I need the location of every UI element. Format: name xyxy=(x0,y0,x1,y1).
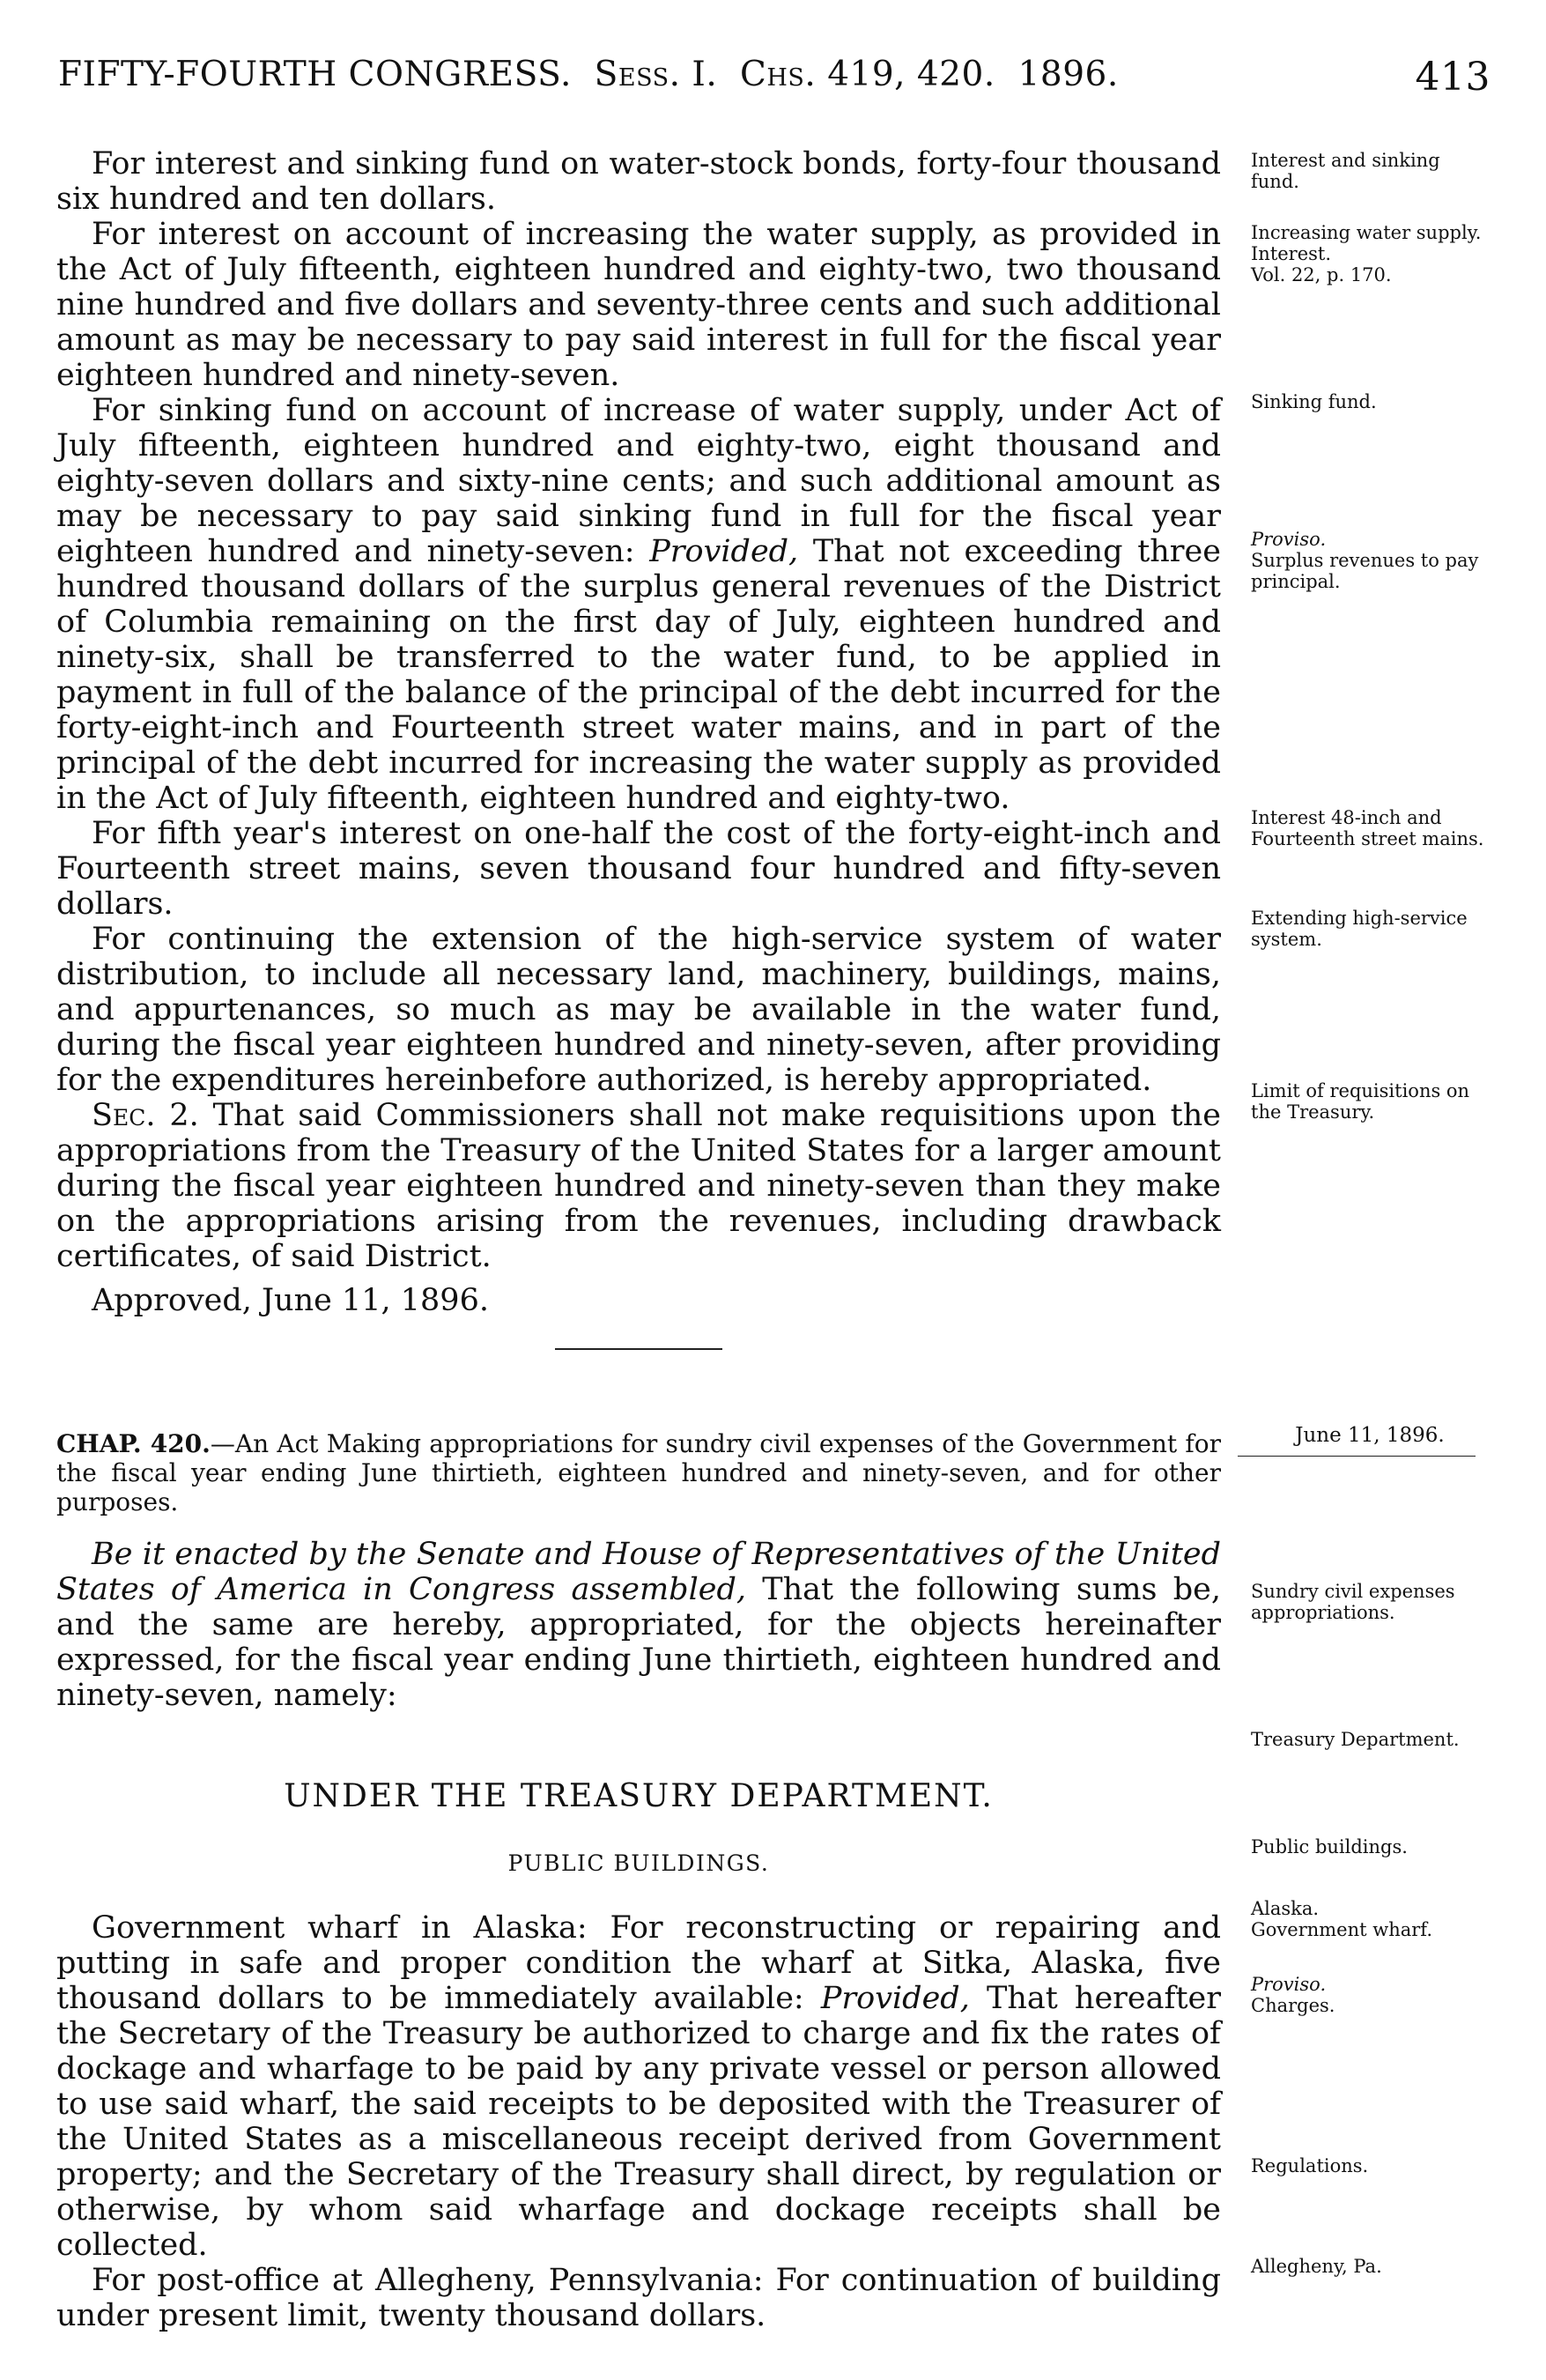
header-title xyxy=(58,55,1119,94)
margin-note-regulations: Regulations. xyxy=(1251,2155,1369,2176)
margin-note-limit-requisitions: Limit of requisitions on the Treasury. xyxy=(1251,1080,1470,1123)
margin-note-alaska: Alaska. Government wharf. xyxy=(1251,1898,1433,1940)
enacting-clause: Be it enacted by the Senate and House of Representatives of the United States of America in Congress assembled, That the following sums be, and the same are hereby, appropriated, for the objects hereinafter expressed, for the fiscal year ending June thirtieth, eighteen hundred and ninety-seven, namely: xyxy=(56,1537,1221,1713)
paragraph-interest-mains: For fifth year's interest on one-half the cost of the forty-eight-inch and Fourteenth street mains, seven thousand four hundred and fifty-seven dollars. xyxy=(56,816,1221,922)
body-text-upper xyxy=(56,146,1221,1318)
margin-note-proviso-charges: Proviso. Charges. xyxy=(1251,1974,1335,2016)
congress-label: FIFTY-FOURTH CONGRESS. xyxy=(58,55,572,94)
proviso-label-2: Provided, xyxy=(820,1981,970,2016)
margin-note-treasury-dept: Treasury Department. xyxy=(1251,1729,1460,1750)
paragraph-section-2: Sec. 2. That said Commissioners shall not make requisitions upon the appropriations from the Treasury of the United States for a larger amount during the fiscal year eighteen hundred and ninety-seven than they make on the appropriations arising from the revenues, including drawback certificates, of said District. xyxy=(56,1098,1221,1274)
chapter-number: CHAP. 420. xyxy=(56,1429,211,1458)
date-rule xyxy=(1238,1456,1476,1457)
approved-date: Approved, June 11, 1896. xyxy=(92,1283,489,1318)
chapter-420-title: CHAP. 420.—An Act Making appropriations for sundry civil expenses of the Government for the fiscal year ending June thirtieth, eighteen hundred and ninety-seven, and for other purposes. xyxy=(56,1429,1221,1516)
running-header xyxy=(58,55,1491,108)
heading-treasury-department: UNDER THE TREASURY DEPARTMENT. xyxy=(284,1778,994,1814)
session-label: Sess. I. xyxy=(594,55,718,94)
margin-note-proviso-surplus: Proviso. Surplus revenues to pay principal. xyxy=(1251,529,1479,592)
margin-note-increasing-water: Increasing water supply. Interest. Vol. 22, p. 170. xyxy=(1251,222,1482,285)
year-label: 1896. xyxy=(1017,55,1119,94)
margin-note-sinking-fund: Sinking fund. xyxy=(1251,391,1377,412)
body-text-lower xyxy=(56,1910,1221,2333)
chapters-label: Chs. 419, 420. xyxy=(740,55,995,94)
page-number: 413 xyxy=(1415,55,1491,100)
paragraph-interest-sinking-fund: For interest and sinking fund on water-stock bonds, forty-four thousand six hundred and ten dollars. xyxy=(56,146,1221,217)
paragraph-sinking-fund: For sinking fund on account of increase of water supply, under Act of July fifteenth, eighteen hundred and eighty-two, eight thousand and eighty-seven dollars and sixty-nine cents; and such additional amount as may be necessary to pay said sinking fund in full for the fiscal year eighteen hundred and ninety-seven: Provided, That not exceeding three hundred thousand dollars of the surplus general revenues of the District of Columbia remaining on the first day of July, eighteen hundred and ninety-six, shall be transferred to the water fund, to be applied in payment in full of the balance of the principal of the debt incurred for the forty-eight-inch and Fourteenth street water mains, and in part of the principal of the debt incurred for increasing the water supply as provided in the Act of July fifteenth, eighteen hundred and eighty-two. xyxy=(56,393,1221,816)
proviso-label: Provided, xyxy=(649,534,799,569)
margin-note-interest-48-inch: Interest 48-inch and Fourteenth street mains. xyxy=(1251,807,1484,849)
chapter-date: June 11, 1896. xyxy=(1295,1424,1445,1447)
margin-note-allegheny: Allegheny, Pa. xyxy=(1251,2256,1382,2277)
section-divider xyxy=(555,1348,722,1350)
paragraph-increasing-water-supply: For interest on account of increasing the water supply, as provided in the Act of July fifteenth, eighteen hundred and eighty-two, two thousand nine hundred and five dollars and seventy-three cents and such additional amount as may be necessary to pay said interest in full for the fiscal year eighteen hundred and ninety-seven. xyxy=(56,217,1221,393)
margin-note-sundry-civil: Sundry civil expenses appropriations. xyxy=(1251,1581,1455,1623)
paragraph-alaska-wharf: Government wharf in Alaska: For reconstructing or repairing and putting in safe and proper condition the wharf at Sitka, Alaska, five thousand dollars to be immediately available: Provided, That hereafter the Secretary of the Treasury be authorized to charge and fix the rates of dockage and wharfage to be paid by any private vessel or person allowed to use said wharf, the said receipts to be deposited with the Treasurer of the United States as a miscellaneous receipt derived from Government property; and the Secretary of the Treasury shall direct, by regulation or otherwise, by whom said wharfage and dockage receipts shall be collected. xyxy=(56,1910,1221,2263)
margin-note-public-buildings: Public buildings. xyxy=(1251,1836,1408,1857)
enacting-formula: Be it enacted by the Senate and House of Representatives of the United States of America in Congress assembled, xyxy=(56,1537,1221,1607)
section-label: Sec. 2. xyxy=(92,1098,199,1133)
paragraph-allegheny: For post-office at Allegheny, Pennsylvania: For continuation of building under present limit, twenty thousand dollars. xyxy=(56,2263,1221,2333)
heading-public-buildings: PUBLIC BUILDINGS. xyxy=(507,1850,770,1876)
margin-note-high-service: Extending high-service system. xyxy=(1251,908,1468,950)
margin-note-interest-sinking: Interest and sinking fund. xyxy=(1251,150,1440,192)
paragraph-high-service: For continuing the extension of the high-service system of water distribution, to include all necessary land, machinery, buildings, mains, and appurtenances, so much as may be available in the water fund, during the fiscal year eighteen hundred and ninety-seven, after providing for the expenditures hereinbefore authorized, is hereby appropriated. xyxy=(56,922,1221,1098)
